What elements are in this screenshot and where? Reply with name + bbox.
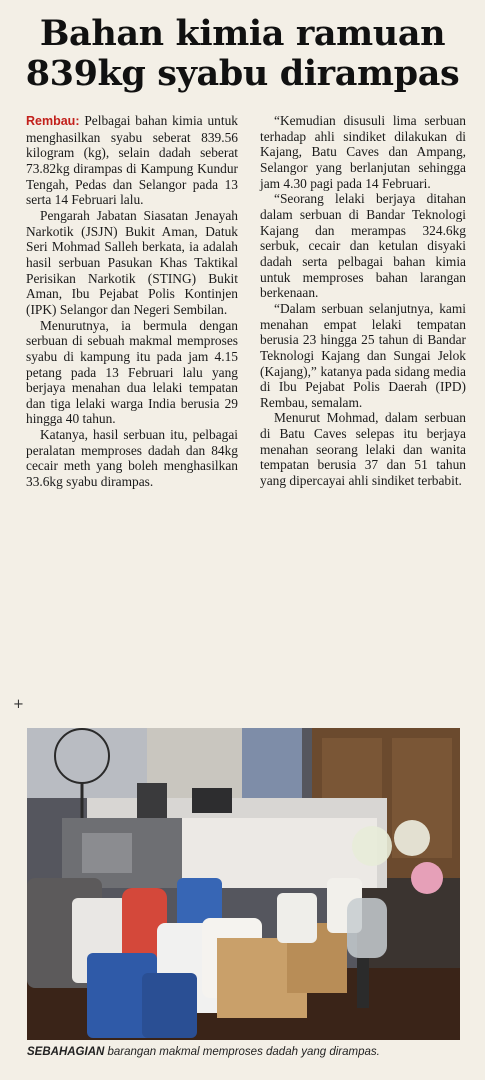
caption-text: barangan makmal memproses dadah yang dirampas.	[104, 1046, 380, 1058]
seized-lab-equipment-illustration	[27, 728, 460, 1040]
paragraph-1-text: Pelbagai bahan kimia untuk menghasilkan syabu seberat 839.56 kilogram (kg), selain dadah seberat 73.82kg dirampas di Kampung Kundur Tengah, Pedas dan Selangor pada 13 serta 14 Februari lalu.	[26, 113, 238, 208]
dateline: Rembau:	[26, 114, 80, 128]
caption-lead: SEBAHAGIAN	[27, 1046, 105, 1058]
article-body	[26, 113, 466, 490]
paragraph-4: Katanya, hasil serbuan itu, pelbagai peralatan memproses dadah dan 84kg cecair meth yang boleh menghasilkan 33.6kg syabu dirampas.	[26, 427, 238, 490]
photo-caption	[27, 1046, 467, 1058]
paragraph-2: Pengarah Jabatan Siasatan Jenayah Narkotik (JSJN) Bukit Aman, Datuk Seri Mohmad Salleh berkata, ia adalah hasil serbuan Pasukan Khas Taktikal Perisikan Narkotik (STING) Bukit Aman, Ibu Pejabat Polis Kontinjen (IPK) Selangor dan Negeri Sembilan.	[26, 207, 238, 317]
paragraph-5: “Kemudian disusuli lima serbuan terhadap ahli sindiket dilakukan di Kajang, Batu Caves dan Ampang, Selangor yang berlanjutan sehingga jam 4.30 pagi pada 14 Februari.	[260, 113, 466, 191]
paragraph-7: “Dalam serbuan selanjutnya, kami menahan empat lelaki tempatan berusia 23 hingga 25 tahun di Bandar Teknologi Kajang dan Sungai Jelok (Kajang),” katanya pada sidang media di Ibu Pejabat Polis Daerah (IPD) Rembau, semalam.	[260, 300, 466, 410]
headline-line-2: 839kg syabu dirampas	[25, 53, 460, 94]
headline-line-1: Bahan kimia ramuan	[39, 13, 446, 54]
paragraph-6: “Seorang lelaki berjaya ditahan dalam serbuan di Bandar Teknologi Kajang dan merampas 324.6kg serbuk, cecair dan ketulan disyaki dadah serta pelbagai bahan kimia untuk memproses bahan larangan berkenaan.	[260, 191, 466, 301]
article-column-right	[260, 113, 466, 490]
article-column-left	[26, 113, 238, 490]
headline	[0, 14, 485, 94]
paragraph-8: Menurut Mohmad, dalam serbuan di Batu Caves selepas itu berjaya menahan seorang lelaki dan wanita tempatan berusia 37 dan 51 tahun yang dipercayai ahli sindiket terbabit.	[260, 410, 466, 489]
news-photo	[27, 728, 460, 1040]
paragraph-1	[26, 113, 238, 208]
registration-mark-icon: +	[13, 697, 24, 712]
paragraph-3: Menurutnya, ia bermula dengan serbuan di sebuah makmal memproses syabu di kampung itu pada jam 4.15 petang pada 13 Februari lalu yang berjaya menahan dua lelaki tempatan dan tiga lelaki warga India berusia 29 hingga 40 tahun.	[26, 317, 238, 427]
